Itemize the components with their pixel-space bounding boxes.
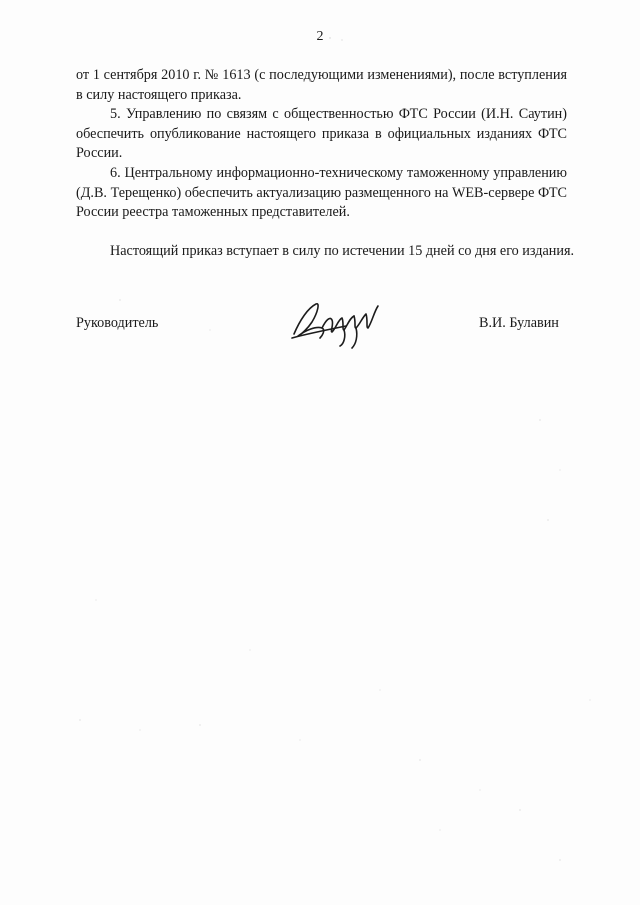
paragraph-item-6: 6. Центральному информационно-техническому таможенному управлению (Д.В. Терещенко) обеспечить актуализацию размещенного на WEB-сервере ФТС России реестра таможенных представителей. bbox=[76, 165, 567, 220]
document-body-item-6 bbox=[76, 164, 567, 223]
document-body-item-5 bbox=[76, 105, 567, 164]
paragraph-item-5: 5. Управлению по связям с общественностью ФТС России (И.Н. Саутин) обеспечить опубликование настоящего приказа в официальных изданиях ФТС России. bbox=[76, 106, 567, 161]
signatory-name: В.И. Булавин bbox=[479, 315, 559, 331]
paragraph-continuation: от 1 сентября 2010 г. № 1613 (с последующими изменениями), после вступления в силу настоящего приказа. bbox=[76, 67, 567, 103]
handwritten-signature bbox=[286, 298, 382, 350]
document-body bbox=[76, 66, 567, 105]
signatory-title: Руководитель bbox=[76, 315, 159, 331]
effective-date-statement: Настоящий приказ вступает в силу по истечении 15 дней со дня его издания. bbox=[110, 243, 575, 259]
page-number: 2 bbox=[316, 29, 324, 44]
